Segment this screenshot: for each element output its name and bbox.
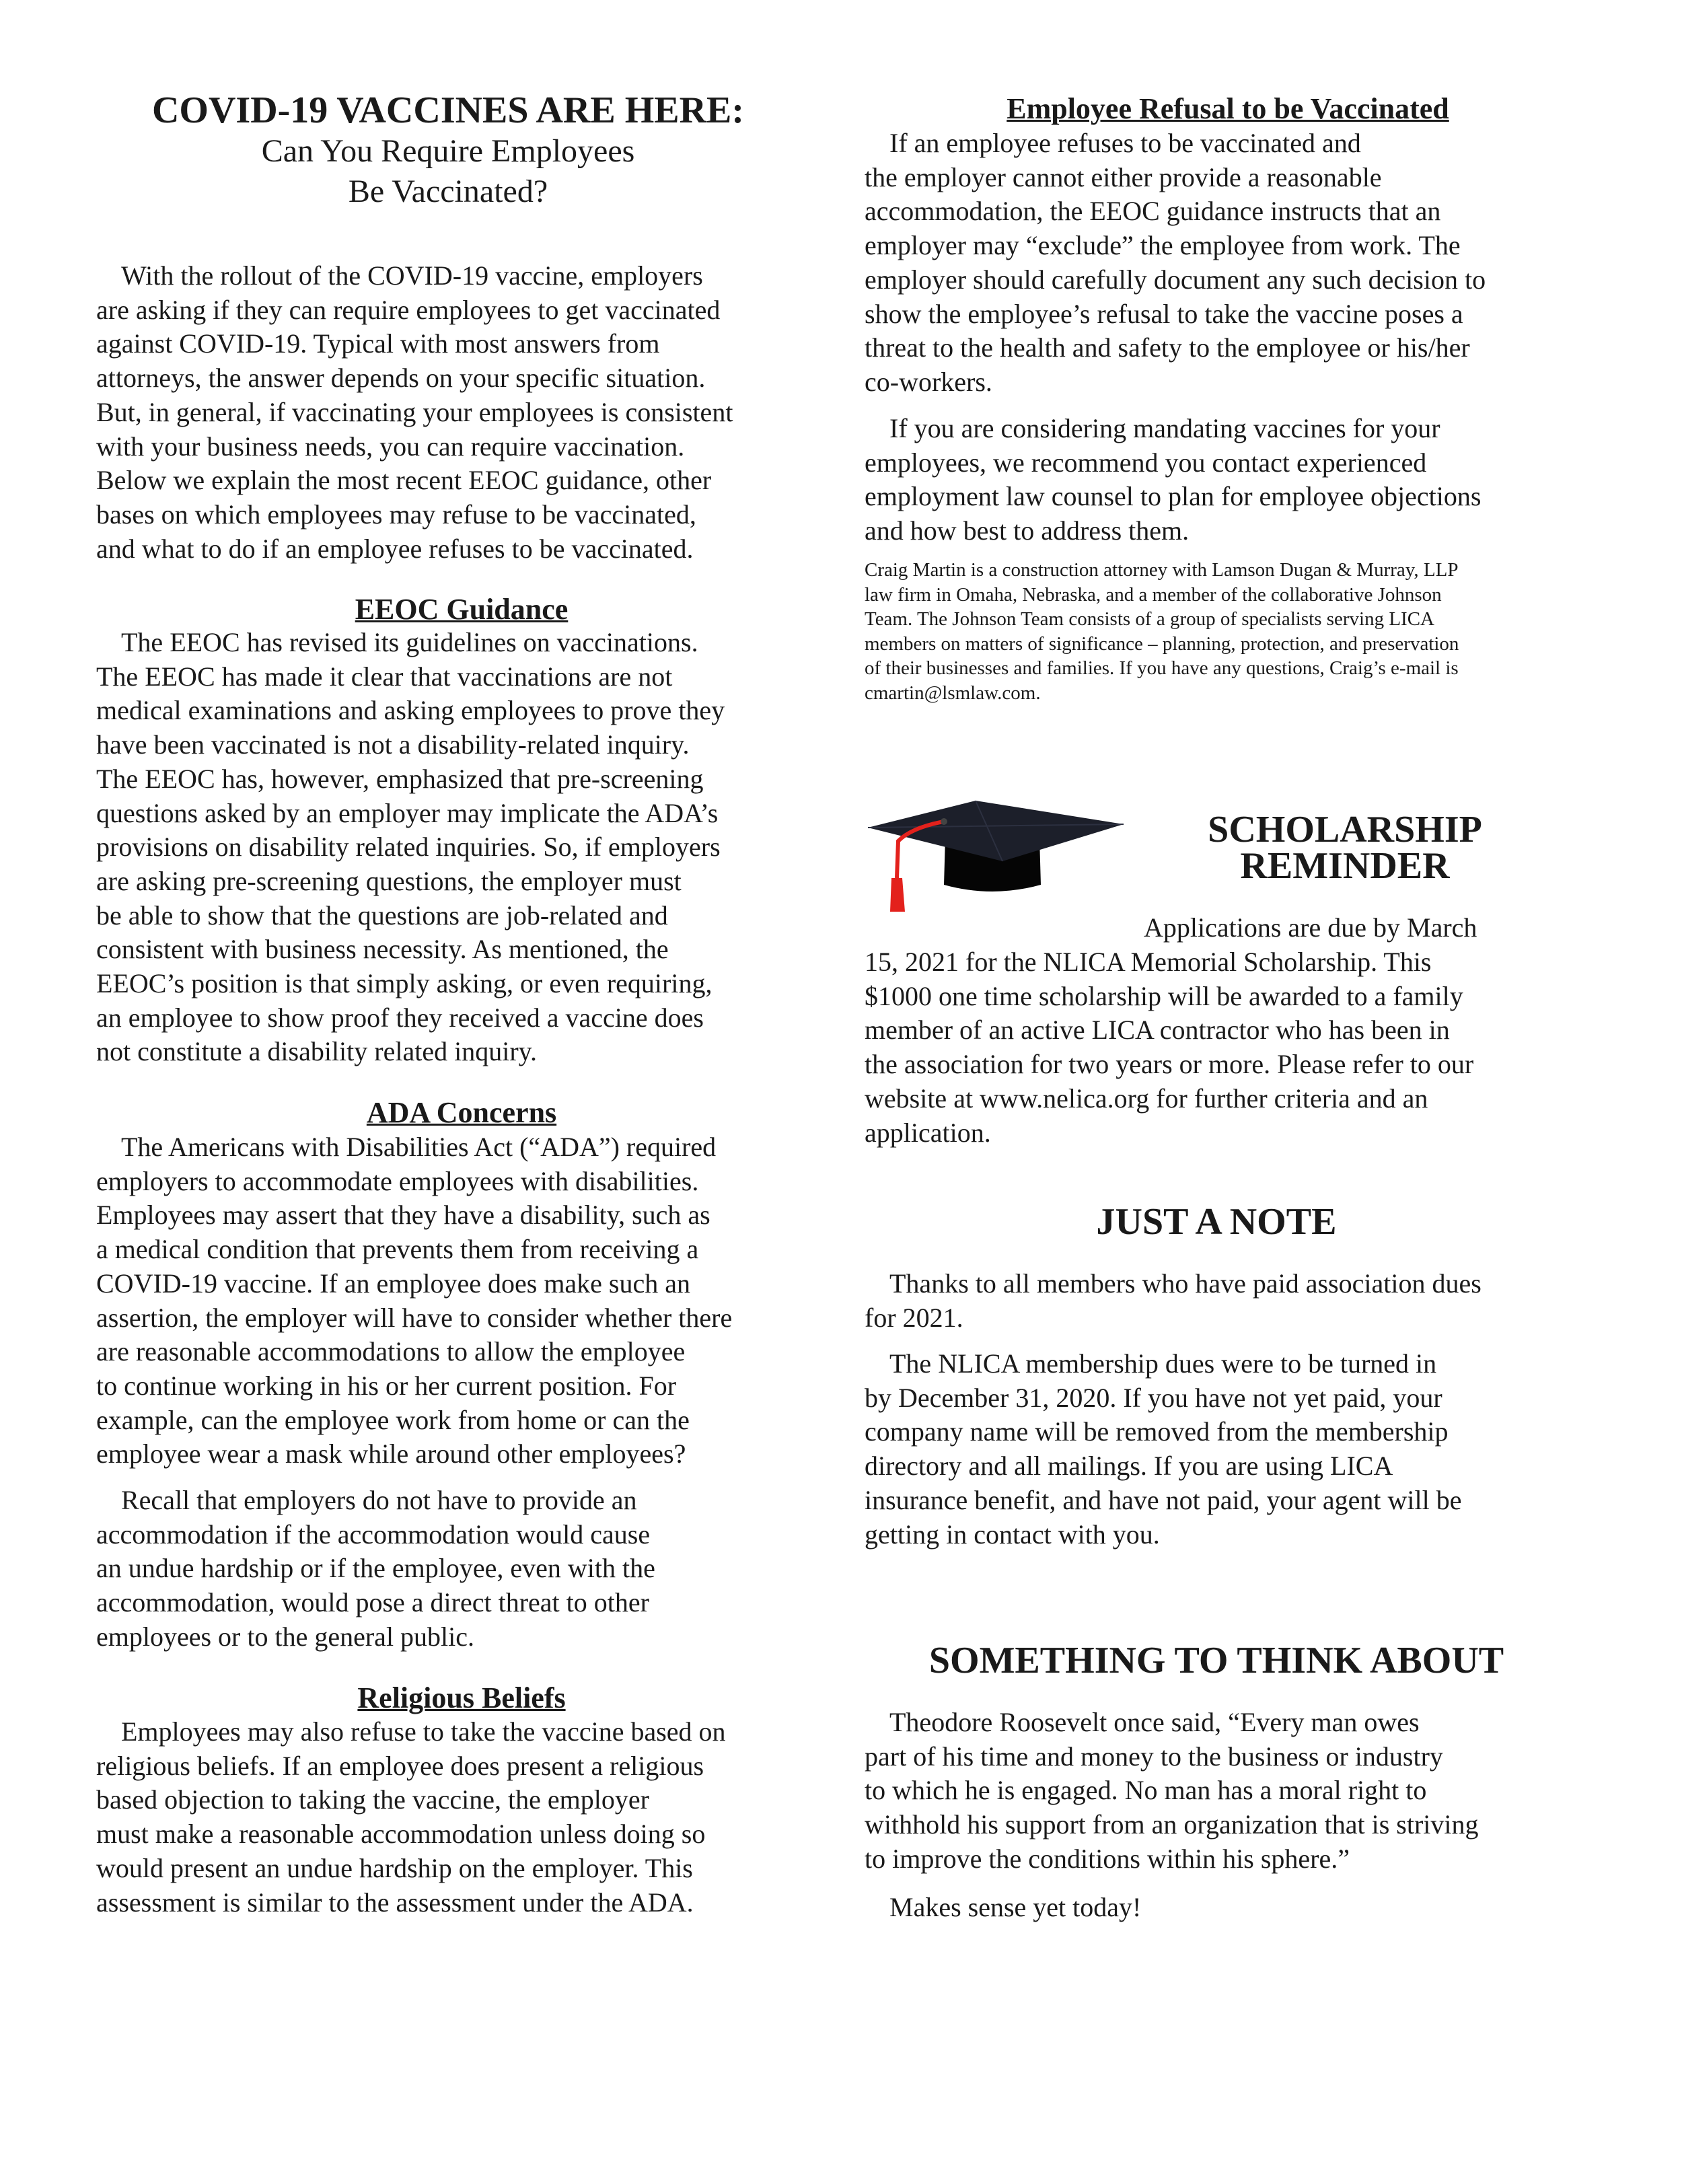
religious-heading: Religious Beliefs bbox=[357, 1681, 566, 1714]
quote-paragraph: Theodore Roosevelt once said, “Every man owes part of his time and money to the business or industry to which he is engaged. No man has a moral right to withhold his support from an organization that is striving to improve the conditions within his sphere.” bbox=[865, 1707, 1479, 1874]
scholarship-heading: SCHOLARSHIP REMINDER bbox=[1208, 809, 1482, 887]
ada-heading: ADA Concerns bbox=[366, 1096, 557, 1129]
closing-line: Makes sense yet today! bbox=[889, 1892, 1142, 1922]
ada-paragraph: The Americans with Disabilities Act (“ADA”) required employers to accommodate employees with disabilities. Employees may assert that they have a disability, such as a medical condition that prevents them from receiving a COVID-19 vaccine. If an employee does make such an assertion, the employer will have to consider whether there are reasonable accommodations to allow the employee to continue working in his or her current position. For example, can the employee work from home or can the employee wear a mask while around other employees? bbox=[96, 1132, 733, 1469]
refusal-heading: Employee Refusal to be Vaccinated bbox=[1007, 92, 1449, 125]
intro-paragraph: With the rollout of the COVID-19 vaccine, employers are asking if they can require employees to get vaccinated against COVID-19. Typical with most answers from attorneys, the answer depends on your specific situation. But, in general, if vaccinating your employees is consistent with your business needs, you can require vaccination. Below we explain the most recent EEOC guidance, other bases on which employees may refuse to be vaccinated, and what to do if an employee refuses to be vaccinated. bbox=[96, 260, 733, 564]
refusal-paragraph: If an employee refuses to be vaccinated and the employer cannot either provide a reasonable accommodation, the EEOC guidance instructs that an employer may “exclude” the employee from work. The employer should carefully document any such decision to show the employee’s refusal to take the vaccine poses a threat to the health and safety to the employee or his/her co-workers. bbox=[865, 128, 1486, 397]
article-subtitle: Can You Require Employees Be Vaccinated? bbox=[261, 133, 635, 209]
article-title: COVID-19 VACCINES ARE HERE: bbox=[151, 89, 745, 131]
eeoc-paragraph: The EEOC has revised its guidelines on vaccinations. The EEOC has made it clear that vaccinations are not medical examinations and asking employees to prove they have been vaccinated is not a disability-related inquiry. The EEOC has, however, emphasized that pre-screening questions asked by an employer may implicate the ADA’s provisions on disability related inquiries. So, if employers are asking pre-screening questions, the employer must be able to show that the questions are job-related and consistent with business necessity. As mentioned, the EEOC’s position is that simply asking, or even requiring, an employee to show proof they received a vaccine does not constitute a disability related inquiry. bbox=[96, 627, 725, 1067]
author-bio: Craig Martin is a construction attorney with Lamson Dugan & Murray, LLP law firm in Omaha, Nebraska, and a member of the collaborative Johnson Team. The Johnson Team consists of a group of specialists serving LICA members on matters of significance – planning, protection, and preservation of their businesses and families. If you have any questions, Craig’s e-mail is cmartin@lsmlaw.com. bbox=[865, 559, 1459, 704]
scholarship-first-line: Applications are due by March bbox=[1144, 912, 1477, 943]
note-heading: JUST A NOTE bbox=[1096, 1201, 1337, 1243]
note-paragraph-2: The NLICA membership dues were to be turned in by December 31, 2020. If you have not yet paid, your company name will be removed from the membership directory and all mailings. If you are using LICA insurance benefit, and have not paid, your agent will be getting in contact with you. bbox=[865, 1348, 1462, 1550]
graduation-cap-icon bbox=[865, 797, 1124, 915]
refusal-paragraph-2: If you are considering mandating vaccines for your employees, we recommend you contact experienced employment law counsel to plan for employee objections and how best to address them. bbox=[865, 413, 1482, 546]
note-paragraph: Thanks to all members who have paid association dues for 2021. bbox=[865, 1268, 1482, 1333]
eeoc-heading: EEOC Guidance bbox=[355, 593, 569, 626]
ada-paragraph-2: Recall that employers do not have to provide an accommodation if the accommodation would cause an undue hardship or if the employee, even with the accommodation, would pose a direct threat to other employees or to the general public. bbox=[96, 1485, 655, 1652]
religious-paragraph: Employees may also refuse to take the vaccine based on religious beliefs. If an employee does present a religious based objection to taking the vaccine, the employer must make a reasonable accommodation unless doing so would present an undue hardship on the employer. This assessment is similar to the assessment under the ADA. bbox=[96, 1716, 726, 1918]
think-heading: SOMETHING TO THINK ABOUT bbox=[928, 1640, 1504, 1681]
scholarship-paragraph: 15, 2021 for the NLICA Memorial Scholarship. This $1000 one time scholarship will be awarded to a family member of an active LICA contractor who has been in the association for two years or more. Please refer to our website at www.nelica.org for further criteria and an application. bbox=[865, 947, 1474, 1148]
